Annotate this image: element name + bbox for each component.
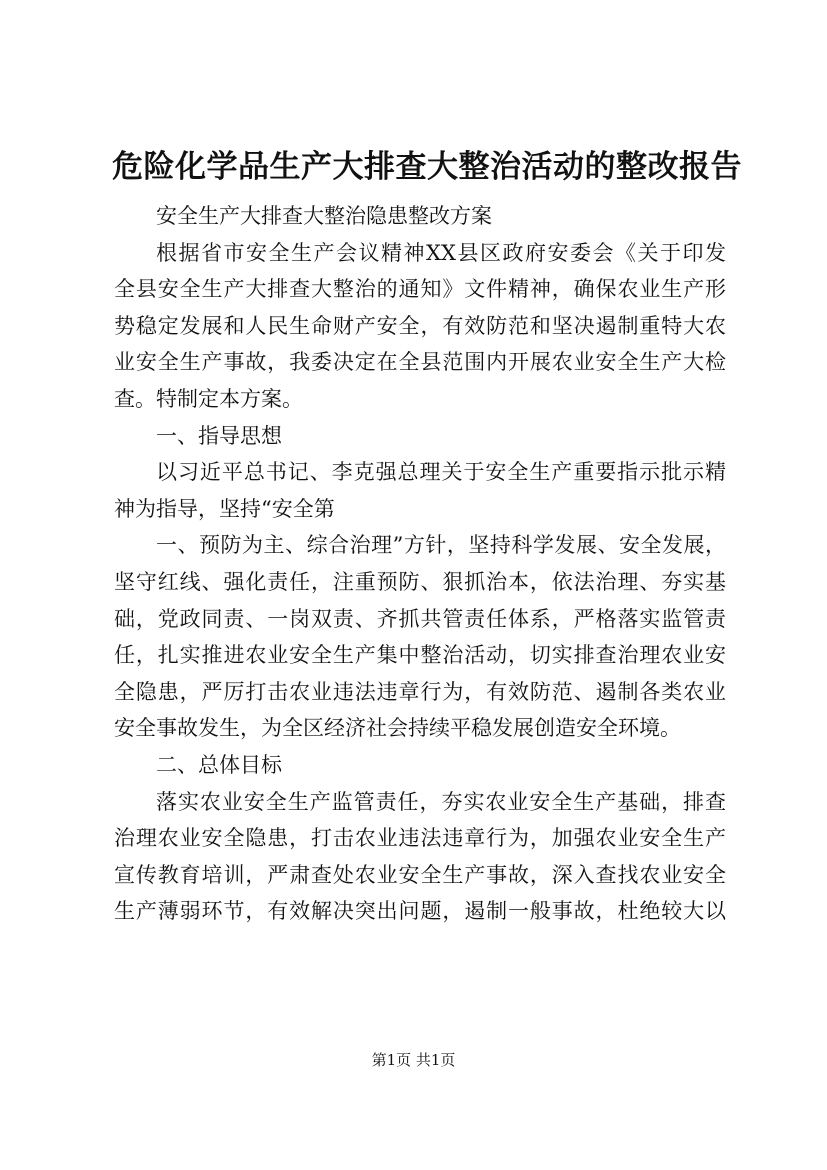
body-line: 落实农业安全生产监管责任，夯实农业安全生产基础，排查 <box>156 789 726 814</box>
body-line: 任，扎实推进农业安全生产集中整治活动，切实排查治理农业安 <box>114 643 726 668</box>
body-line: 根据省市安全生产会议精神XX县区政府安委会《关于印发 <box>156 240 726 265</box>
body-line: 宣传教育培训，严肃查处农业安全生产事故，深入查找农业安全 <box>114 862 726 887</box>
body-line: 治理农业安全隐患，打击农业违法违章行为，加强农业安全生产 <box>114 826 726 851</box>
page-footer: 第1页 共1页 <box>371 1051 456 1069</box>
body-line: 业安全生产事故，我委决定在全县范围内开展农业安全生产大检 <box>114 350 726 375</box>
document-title: 危险化学品生产大排查大整治活动的整改报告 <box>112 149 742 185</box>
body-line: 一、预防为主、综合治理”方针，坚持科学发展、安全发展， <box>156 533 726 558</box>
document-body <box>114 198 726 930</box>
body-line: 生产薄弱环节，有效解决突出问题，遏制一般事故，杜绝较大以 <box>114 899 726 924</box>
body-line: 安全事故发生，为全区经济社会持续平稳发展创造安全环境。 <box>114 716 681 741</box>
section-heading: 二、总体目标 <box>156 752 282 777</box>
body-line: 以习近平总书记、李克强总理关于安全生产重要指示批示精 <box>156 460 726 485</box>
body-line: 坚守红线、强化责任，注重预防、狠抓治本，依法治理、夯实基 <box>114 569 726 594</box>
body-line: 础，党政同责、一岗双责、齐抓共管责任体系，严格落实监管责 <box>114 606 726 631</box>
body-line: 势稳定发展和人民生命财产安全，有效防范和坚决遏制重特大农 <box>114 313 726 338</box>
body-line: 全县安全生产大排查大整治的通知》文件精神，确保农业生产形 <box>114 277 726 302</box>
section-heading: 一、指导思想 <box>156 423 282 448</box>
body-line: 全隐患，严厉打击农业违法违章行为，有效防范、遏制各类农业 <box>114 679 726 704</box>
body-line: 查。特制定本方案。 <box>114 386 303 411</box>
body-line: 神为指导，坚持“安全第 <box>114 496 335 521</box>
body-line: 安全生产大排查大整治隐患整改方案 <box>156 204 492 228</box>
